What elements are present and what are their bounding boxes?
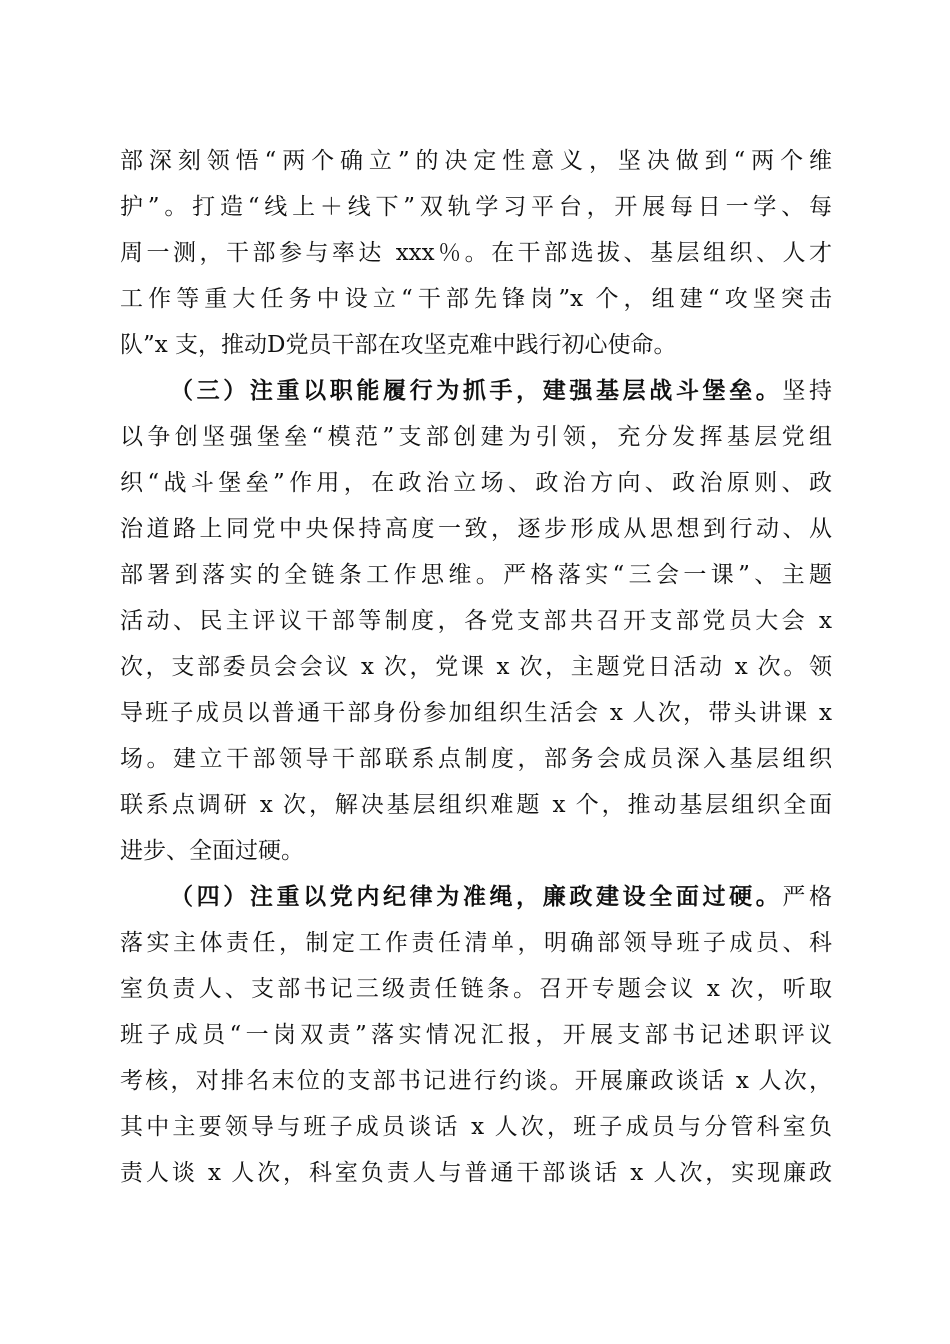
paragraph-2-line: 导班子成员以普通干部身份参加组织生活会 x 人次，带头讲课 x — [120, 700, 832, 726]
paragraph-1-line: 护”。打造“线上＋线下”双轨学习平台，开展每日一学、每 — [120, 194, 832, 220]
paragraph-1-line: 队”x 支，推动D党员干部在攻坚克难中践行初心使命。 — [120, 332, 677, 358]
paragraph-2-line: 进步、全面过硬。 — [120, 838, 304, 864]
paragraph-2-line: 部署到落实的全链条工作思维。严格落实“三会一课”、主题 — [120, 562, 832, 588]
paragraph-3-line: 落实主体责任，制定工作责任清单，明确部领导班子成员、科 — [120, 930, 832, 956]
paragraph-3-line: 其中主要领导与班子成员谈话 x 人次，班子成员与分管科室负 — [120, 1114, 832, 1140]
paragraph-2-line: 织“战斗堡垒”作用，在政治立场、政治方向、政治原则、政 — [120, 470, 832, 496]
paragraph-2-line: 活动、民主评议干部等制度，各党支部共召开支部党员大会 x — [120, 608, 832, 634]
paragraph-1-line: 周一测，干部参与率达 xxx％。在干部选拔、基层组织、人才 — [120, 240, 832, 266]
paragraph-2-line: 联系点调研 x 次，解决基层组织难题 x 个，推动基层组织全面 — [120, 792, 832, 818]
paragraph-2-line: 治道路上同党中央保持高度一致，逐步形成从思想到行动、从 — [120, 516, 832, 542]
paragraph-2-line: 场。建立干部领导干部联系点制度，部务会成员深入基层组织 — [120, 746, 832, 772]
paragraph-3-first-line — [170, 882, 832, 912]
paragraph-2-line: 以争创坚强堡垒“模范”支部创建为引领，充分发挥基层党组 — [120, 424, 832, 450]
paragraph-2-first-line-text: 坚持 — [782, 378, 832, 404]
paragraph-1-line: 工作等重大任务中设立“干部先锋岗”x 个，组建“攻坚突击 — [120, 286, 832, 312]
paragraph-2-line: 次，支部委员会会议 x 次，党课 x 次，主题党日活动 x 次。领 — [120, 654, 832, 680]
paragraph-3-first-line-text: 严格 — [782, 884, 832, 910]
paragraph-2-first-line — [170, 376, 832, 406]
paragraph-3-line: 班子成员“一岗双责”落实情况汇报，开展支部书记述职评议 — [120, 1022, 832, 1048]
section-heading-3: （三）注重以职能履行为抓手，建强基层战斗堡垒。 — [170, 377, 783, 404]
paragraph-3-line: 考核，对排名末位的支部书记进行约谈。开展廉政谈话 x 人次， — [120, 1068, 832, 1094]
section-heading-4: （四）注重以党内纪律为准绳，廉政建设全面过硬。 — [170, 883, 783, 910]
paragraph-3-line: 责人谈 x 人次，科室负责人与普通干部谈话 x 人次，实现廉政 — [120, 1160, 832, 1186]
paragraph-1-line: 部深刻领悟“两个确立”的决定性意义，坚决做到“两个维 — [120, 148, 832, 174]
paragraph-3-line: 室负责人、支部书记三级责任链条。召开专题会议 x 次，听取 — [120, 976, 832, 1002]
